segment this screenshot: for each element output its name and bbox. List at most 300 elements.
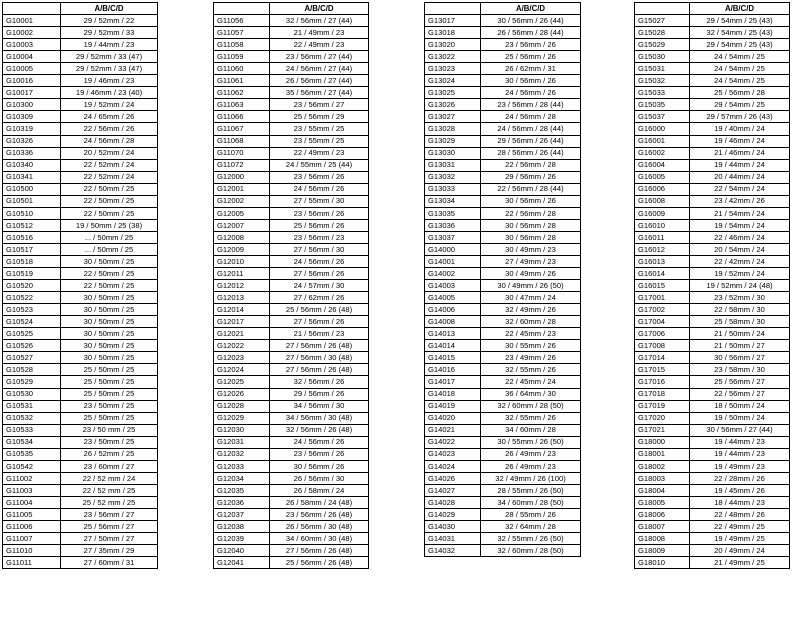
part-code-cell: G12026 [214, 388, 270, 400]
part-code-cell: G12023 [214, 352, 270, 364]
dimension-cell: 23 / 52mm / 30 [690, 292, 790, 304]
dimension-cell: 23 / 50 mm / 25 [61, 424, 158, 436]
table-row [425, 484, 581, 496]
part-code-cell: G10517 [3, 243, 61, 255]
dimension-cell: 19 / 40mm / 24 [690, 123, 790, 135]
part-code-cell: G12022 [214, 340, 270, 352]
table-row [425, 207, 581, 219]
dimension-cell: 22 / 48mm / 26 [690, 508, 790, 520]
part-code-cell: G16004 [635, 159, 690, 171]
part-code-cell: G14028 [425, 496, 481, 508]
part-code-cell: G11062 [214, 87, 270, 99]
part-code-cell: G17018 [635, 388, 690, 400]
part-code-cell: G13032 [425, 171, 481, 183]
table-row [635, 521, 790, 533]
part-code-cell: G12035 [214, 484, 270, 496]
table-row [214, 436, 369, 448]
dimension-cell: 23 / 56mm / 26 [270, 171, 369, 183]
part-code-cell: G10519 [3, 268, 61, 280]
dimension-cell: 27 / 56mm / 26 [270, 316, 369, 328]
dimension-cell: 30 / 50mm / 25 [61, 292, 158, 304]
table-row [3, 316, 158, 328]
dimension-cell: 22 / 49mm / 23 [270, 147, 369, 159]
dimension-cell: 30 / 56mm / 26 [481, 195, 581, 207]
spec-table-2 [213, 2, 369, 569]
table-row [214, 243, 369, 255]
table-row [635, 268, 790, 280]
part-code-cell: G11059 [214, 51, 270, 63]
part-code-cell: G14024 [425, 460, 481, 472]
part-code-cell: G10518 [3, 255, 61, 267]
dimension-cell: 24 / 57mm / 30 [270, 280, 369, 292]
dimension-cell: 24 / 55mm / 25 (44) [270, 159, 369, 171]
part-code-cell: G14017 [425, 376, 481, 388]
table-row [425, 159, 581, 171]
part-code-cell: G12005 [214, 207, 270, 219]
table-row [3, 195, 158, 207]
table-row [425, 292, 581, 304]
dimension-cell: 27 / 56mm / 26 (48) [270, 364, 369, 376]
table-row [635, 123, 790, 135]
part-code-cell: G15032 [635, 75, 690, 87]
dimension-cell: 22 / 45mm / 24 [481, 376, 581, 388]
dimension-cell: 22 / 52 mm / 25 [61, 484, 158, 496]
dimension-cell: 22 / 58mm / 30 [690, 304, 790, 316]
table-row [635, 87, 790, 99]
table-row [3, 231, 158, 243]
table-row [635, 183, 790, 195]
part-code-cell: G10017 [3, 87, 61, 99]
table-row [214, 545, 369, 557]
part-code-cell: G10005 [3, 63, 61, 75]
dimension-cell: 26 / 56mm / 28 (44) [481, 27, 581, 39]
table-row [425, 219, 581, 231]
dimension-cell: 21 / 49mm / 23 [270, 27, 369, 39]
table-row [214, 268, 369, 280]
part-code-cell: G13017 [425, 15, 481, 27]
dimension-cell: 22 / 45mm / 23 [481, 328, 581, 340]
part-code-cell: G14016 [425, 364, 481, 376]
part-code-cell: G17019 [635, 400, 690, 412]
part-code-cell: G14003 [425, 280, 481, 292]
part-code-cell: G12030 [214, 424, 270, 436]
table-row [214, 304, 369, 316]
table-row [425, 352, 581, 364]
dimension-cell: 30 / 56mm / 28 [481, 231, 581, 243]
dimension-cell: 22 / 52mm / 24 [61, 159, 158, 171]
part-code-cell: G17014 [635, 352, 690, 364]
part-code-cell: G18004 [635, 484, 690, 496]
table-row [425, 111, 581, 123]
spec-table-3 [424, 2, 581, 557]
dimension-cell: 29 / 56mm / 26 [270, 388, 369, 400]
table-row [214, 111, 369, 123]
table-row [635, 508, 790, 520]
table-row [425, 51, 581, 63]
part-code-cell: G12024 [214, 364, 270, 376]
part-code-cell: G13027 [425, 111, 481, 123]
part-code-cell: G12011 [214, 268, 270, 280]
table-row [635, 448, 790, 460]
table-row [425, 231, 581, 243]
part-code-cell: G14031 [425, 533, 481, 545]
table-row [635, 424, 790, 436]
table-row [425, 436, 581, 448]
spec-table-1 [2, 2, 158, 569]
dimension-cell: 30 / 49mm / 23 [481, 243, 581, 255]
dimension-cell: 19 / 44mm / 23 [61, 39, 158, 51]
part-code-cell: G10309 [3, 111, 61, 123]
dimension-cell: 32 / 55mm / 26 [481, 412, 581, 424]
dimension-cell: 25 / 56mm / 26 [270, 219, 369, 231]
dimension-cell: 22 / 50mm / 25 [61, 183, 158, 195]
dimension-cell: 20 / 52mm / 24 [61, 147, 158, 159]
part-code-cell: G18001 [635, 448, 690, 460]
table-row [3, 557, 158, 569]
part-code-cell: G12014 [214, 304, 270, 316]
dimension-cell: 25 / 50mm / 25 [61, 376, 158, 388]
dimension-cell: 22 / 52 mm / 24 [61, 472, 158, 484]
part-code-cell: G17021 [635, 424, 690, 436]
dimension-cell: 23 / 56mm / 26 (48) [270, 508, 369, 520]
dimension-cell: 23 / 58mm / 30 [690, 364, 790, 376]
part-code-cell: G13036 [425, 219, 481, 231]
dimension-cell: 29 / 54mm / 25 (43) [690, 15, 790, 27]
header-row [635, 3, 790, 15]
dimension-cell: 25 / 56mm / 27 [690, 376, 790, 388]
dimension-cell: 20 / 54mm / 24 [690, 243, 790, 255]
part-code-cell: G12031 [214, 436, 270, 448]
table-row [425, 268, 581, 280]
dimension-cell: 22 / 50mm / 25 [61, 207, 158, 219]
dimension-cell: 24 / 56mm / 26 [270, 255, 369, 267]
table-row [3, 219, 158, 231]
dimension-cell: 22 / 49mm / 25 [690, 521, 790, 533]
table-row [214, 27, 369, 39]
table-row [3, 424, 158, 436]
table-row [214, 484, 369, 496]
dimension-cell: 30 / 50mm / 25 [61, 352, 158, 364]
table-row [3, 352, 158, 364]
part-code-cell: G17002 [635, 304, 690, 316]
part-code-cell: G13022 [425, 51, 481, 63]
table-row [214, 87, 369, 99]
table-row [214, 400, 369, 412]
dimension-cell: 34 / 56mm / 30 (48) [270, 412, 369, 424]
dimension-cell: 19 / 46mm / 23 [61, 75, 158, 87]
table-row [214, 231, 369, 243]
part-code-cell: G12010 [214, 255, 270, 267]
table-row [214, 292, 369, 304]
part-code-cell: G10340 [3, 159, 61, 171]
table-row [425, 521, 581, 533]
dimension-cell: 25 / 56mm / 26 [481, 51, 581, 63]
part-code-cell: G18005 [635, 496, 690, 508]
part-code-cell: G10523 [3, 304, 61, 316]
part-code-cell: G12034 [214, 472, 270, 484]
part-code-cell: G12007 [214, 219, 270, 231]
part-code-cell: G10532 [3, 412, 61, 424]
dimension-cell: 25 / 58mm / 30 [690, 316, 790, 328]
part-code-cell: G13018 [425, 27, 481, 39]
dimension-cell: 18 / 44mm / 23 [690, 496, 790, 508]
table-row [635, 27, 790, 39]
table-row [3, 364, 158, 376]
dimension-cell: 26 / 62mm / 31 [481, 63, 581, 75]
dimension-cell: 27 / 56mm / 26 [270, 268, 369, 280]
dimension-cell: 29 / 52mm / 33 (47) [61, 51, 158, 63]
part-code-cell: G13020 [425, 39, 481, 51]
table-row [425, 135, 581, 147]
dimension-cell: 23 / 49mm / 26 [481, 352, 581, 364]
part-code-cell: G10524 [3, 316, 61, 328]
table-row [635, 557, 790, 569]
dimension-cell: 26 / 49mm / 23 [481, 460, 581, 472]
part-code-cell: G16002 [635, 147, 690, 159]
table-row [635, 460, 790, 472]
table-row [214, 255, 369, 267]
table-row [635, 231, 790, 243]
part-code-cell: G10535 [3, 448, 61, 460]
dimension-cell: 26 / 56mm / 30 (48) [270, 521, 369, 533]
dimension-cell: 25 / 56mm / 29 [270, 111, 369, 123]
part-code-cell: G14020 [425, 412, 481, 424]
column-header: A/B/C/D [61, 3, 158, 15]
part-code-cell: G12025 [214, 376, 270, 388]
table-row [3, 255, 158, 267]
part-code-cell: G10528 [3, 364, 61, 376]
part-code-cell: G14001 [425, 255, 481, 267]
dimension-cell: 32 / 56mm / 27 (44) [270, 15, 369, 27]
dimension-cell: 22 / 28mm / 26 [690, 472, 790, 484]
dimension-cell: 25 / 50mm / 25 [61, 388, 158, 400]
table-row [425, 87, 581, 99]
table-row [214, 460, 369, 472]
table-row [635, 533, 790, 545]
column-header: A/B/C/D [690, 3, 790, 15]
dimension-cell: 34 / 56mm / 30 [270, 400, 369, 412]
dimension-cell: 23 / 56mm / 23 [270, 231, 369, 243]
part-code-cell: G14029 [425, 508, 481, 520]
table-row [3, 533, 158, 545]
part-code-cell: G10326 [3, 135, 61, 147]
part-code-cell: G11057 [214, 27, 270, 39]
table-row [3, 340, 158, 352]
dimension-cell: 26 / 56mm / 27 (44) [270, 75, 369, 87]
dimension-cell: 19 / 50mm / 25 (38) [61, 219, 158, 231]
part-code-cell: G17015 [635, 364, 690, 376]
table-row [214, 412, 369, 424]
table-row [214, 99, 369, 111]
dimension-cell: 26 / 52mm / 25 [61, 448, 158, 460]
dimension-cell: 34 / 60mm / 28 (50) [481, 496, 581, 508]
part-code-cell: G15031 [635, 63, 690, 75]
dimension-cell: 32 / 54mm / 25 (43) [690, 27, 790, 39]
part-code-cell: G14013 [425, 328, 481, 340]
part-code-cell: G16009 [635, 207, 690, 219]
part-code-cell: G11063 [214, 99, 270, 111]
dimension-cell: 29 / 52mm / 22 [61, 15, 158, 27]
part-code-cell: G10529 [3, 376, 61, 388]
table-row [425, 496, 581, 508]
part-code-cell: G14030 [425, 521, 481, 533]
dimension-cell: 23 / 56mm / 26 [481, 39, 581, 51]
dimension-cell: 25 / 50mm / 25 [61, 364, 158, 376]
dimension-cell: 30 / 49mm / 26 [481, 268, 581, 280]
dimension-cell: 27 / 62mm / 26 [270, 292, 369, 304]
part-code-cell: G13034 [425, 195, 481, 207]
table-row [425, 183, 581, 195]
table-row [425, 412, 581, 424]
header-blank-cell [3, 3, 61, 15]
table-row [425, 75, 581, 87]
table-row [3, 460, 158, 472]
part-code-cell: G14015 [425, 352, 481, 364]
part-code-cell: G12009 [214, 243, 270, 255]
table-row [214, 521, 369, 533]
table-row [3, 376, 158, 388]
part-code-cell: G18000 [635, 436, 690, 448]
table-row [425, 472, 581, 484]
table-row [425, 99, 581, 111]
part-code-cell: G12036 [214, 496, 270, 508]
table-row [635, 219, 790, 231]
dimension-cell: 22 / 50mm / 25 [61, 280, 158, 292]
dimension-cell: 27 / 60mm / 31 [61, 557, 158, 569]
table-row [635, 195, 790, 207]
dimension-cell: 20 / 44mm / 24 [690, 171, 790, 183]
part-code-cell: G11003 [3, 484, 61, 496]
part-code-cell: G11068 [214, 135, 270, 147]
dimension-cell: 20 / 49mm / 24 [690, 545, 790, 557]
part-code-cell: G10510 [3, 207, 61, 219]
part-code-cell: G18003 [635, 472, 690, 484]
part-code-cell: G11067 [214, 123, 270, 135]
dimension-cell: 19 / 46mm / 24 [690, 135, 790, 147]
table-row [3, 521, 158, 533]
part-code-cell: G18010 [635, 557, 690, 569]
part-code-cell: G18002 [635, 460, 690, 472]
dimension-cell: 19 / 46mm / 23 (40) [61, 87, 158, 99]
dimension-cell: 30 / 56mm / 27 (44) [690, 424, 790, 436]
table-row [214, 316, 369, 328]
table-row [214, 472, 369, 484]
dimension-cell: 30 / 50mm / 25 [61, 316, 158, 328]
table-row [3, 99, 158, 111]
dimension-cell: 30 / 50mm / 25 [61, 304, 158, 316]
part-code-cell: G15037 [635, 111, 690, 123]
part-code-cell: G11005 [3, 508, 61, 520]
part-code-cell: G14021 [425, 424, 481, 436]
dimension-cell: 28 / 56mm / 26 (44) [481, 147, 581, 159]
dimension-cell: 22 / 50mm / 25 [61, 268, 158, 280]
table-row [214, 352, 369, 364]
dimension-cell: 23 / 56mm / 27 [61, 508, 158, 520]
part-code-cell: G10526 [3, 340, 61, 352]
part-code-cell: G12000 [214, 171, 270, 183]
part-code-cell: G14022 [425, 436, 481, 448]
table-row [3, 545, 158, 557]
part-code-cell: G16010 [635, 219, 690, 231]
part-code-cell: G13035 [425, 207, 481, 219]
dimension-cell: 30 / 55mm / 26 [481, 340, 581, 352]
table-row [3, 171, 158, 183]
table-row [3, 51, 158, 63]
table-row [214, 376, 369, 388]
table-row [635, 39, 790, 51]
dimension-cell: 29 / 57mm / 26 (43) [690, 111, 790, 123]
dimension-cell: 24 / 56mm / 26 [481, 87, 581, 99]
part-code-cell: G12017 [214, 316, 270, 328]
table-row [3, 147, 158, 159]
part-code-cell: G10319 [3, 123, 61, 135]
dimension-cell: 21 / 49mm / 25 [690, 557, 790, 569]
table-row [214, 557, 369, 569]
table-row [425, 364, 581, 376]
part-code-cell: G12038 [214, 521, 270, 533]
table-row [3, 400, 158, 412]
part-code-cell: G11010 [3, 545, 61, 557]
dimension-cell: 30 / 55mm / 26 (50) [481, 436, 581, 448]
table-row [635, 99, 790, 111]
table-row [635, 400, 790, 412]
table-row [635, 51, 790, 63]
part-code-cell: G12008 [214, 231, 270, 243]
table-row [214, 51, 369, 63]
table-row [635, 484, 790, 496]
table-row [3, 292, 158, 304]
table-row [635, 159, 790, 171]
part-code-cell: G14018 [425, 388, 481, 400]
part-code-cell: G14002 [425, 268, 481, 280]
header-row [425, 3, 581, 15]
part-code-cell: G16012 [635, 243, 690, 255]
part-code-cell: G10533 [3, 424, 61, 436]
table-row [635, 316, 790, 328]
part-code-cell: G17001 [635, 292, 690, 304]
dimension-cell: 21 / 50mm / 24 [690, 328, 790, 340]
part-code-cell: G17008 [635, 340, 690, 352]
table-row [635, 292, 790, 304]
dimension-cell: 23 / 55mm / 25 [270, 123, 369, 135]
part-code-cell: G11060 [214, 63, 270, 75]
part-code-cell: G10002 [3, 27, 61, 39]
part-code-cell: G13023 [425, 63, 481, 75]
part-code-cell: G14005 [425, 292, 481, 304]
table-row [635, 364, 790, 376]
dimension-cell: 25 / 52 mm / 25 [61, 496, 158, 508]
dimension-cell: 24 / 56mm / 26 [270, 183, 369, 195]
part-code-cell: G12033 [214, 460, 270, 472]
part-code-cell: G13028 [425, 123, 481, 135]
part-code-cell: G10542 [3, 460, 61, 472]
table-row [214, 135, 369, 147]
part-code-cell: G17016 [635, 376, 690, 388]
part-code-cell: G12002 [214, 195, 270, 207]
table-row [214, 328, 369, 340]
dimension-cell: 32 / 55mm / 26 (50) [481, 533, 581, 545]
table-row [635, 340, 790, 352]
table-row [635, 147, 790, 159]
table-row [3, 15, 158, 27]
dimension-cell: 24 / 54mm / 25 [690, 51, 790, 63]
part-code-cell: G18007 [635, 521, 690, 533]
dimension-cell: 19 / 44mm / 23 [690, 448, 790, 460]
dimension-cell: 30 / 50mm / 25 [61, 255, 158, 267]
dimension-cell: ... / 50mm / 25 [61, 231, 158, 243]
dimension-cell: 29 / 54mm / 25 (43) [690, 39, 790, 51]
dimension-cell: 24 / 65mm / 26 [61, 111, 158, 123]
